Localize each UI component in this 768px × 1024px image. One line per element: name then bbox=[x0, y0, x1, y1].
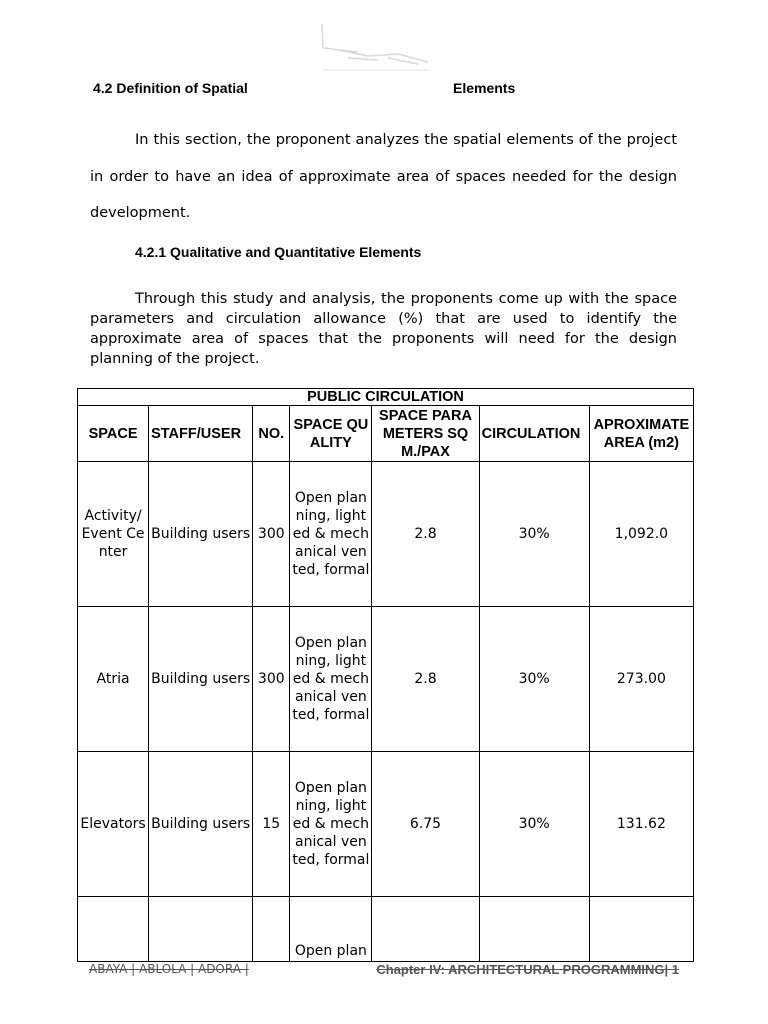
header-no: NO. bbox=[253, 406, 290, 462]
cell-no: 300 bbox=[253, 462, 290, 607]
cell-no: 15 bbox=[253, 752, 290, 897]
table-header-row bbox=[78, 406, 694, 462]
cell-circulation: 30% bbox=[479, 607, 589, 752]
subsection-heading: 4.2.1 Qualitative and Quantitative Elements bbox=[135, 244, 422, 260]
cell-staff: Building users bbox=[149, 462, 253, 607]
table-row bbox=[78, 607, 694, 752]
cell-staff: Building users bbox=[149, 752, 253, 897]
page-footer bbox=[89, 962, 679, 978]
cell-parameter: 6.75 bbox=[372, 752, 479, 897]
header-approximate-area: APROXIMATE AREA (m2) bbox=[589, 406, 693, 462]
cell-space: Elevators bbox=[78, 752, 149, 897]
cell-area: 1,092.0 bbox=[589, 462, 693, 607]
public-circulation-table bbox=[77, 388, 694, 962]
footer-chapter: Chapter IV: ARCHITECTURAL PROGRAMMING| 1 bbox=[376, 962, 679, 977]
cell-area: 273.00 bbox=[589, 607, 693, 752]
table-row bbox=[78, 897, 694, 963]
intro-paragraph: In this section, the proponent analyzes the spatial elements of the project in order to have an idea of approximate area of spaces needed for the design development. bbox=[90, 132, 677, 221]
cell-circulation: 30% bbox=[479, 752, 589, 897]
cell-quality: Open plan bbox=[290, 897, 372, 963]
cell-circulation: 30% bbox=[479, 462, 589, 607]
section-heading-right: Elements bbox=[453, 80, 516, 96]
study-paragraph: Through this study and analysis, the proponents come up with the space parameters and circulation allowance (%) that are used to identify the approximate area of spaces that the proponents will need for the design planning of the project. bbox=[90, 291, 677, 367]
header-circulation: CIRCULATION bbox=[479, 406, 589, 462]
section-heading-left: 4.2 Definition of Spatial bbox=[93, 80, 248, 96]
table-title: PUBLIC CIRCULATION bbox=[78, 389, 694, 406]
header-staff-user: STAFF/USER bbox=[149, 406, 253, 462]
cell-space: Atria bbox=[78, 607, 149, 752]
cell-quality: Open planning, lighted & mechanical vented, formal bbox=[290, 607, 372, 752]
header-space-quality: SPACE QUALITY bbox=[290, 406, 372, 462]
section-heading bbox=[93, 80, 523, 96]
cell-area: 131.62 bbox=[589, 752, 693, 897]
cell-staff bbox=[149, 897, 253, 963]
cell-circulation bbox=[479, 897, 589, 963]
cell-space bbox=[78, 897, 149, 963]
table-row bbox=[78, 462, 694, 607]
table-row bbox=[78, 752, 694, 897]
cell-parameter: 2.8 bbox=[372, 607, 479, 752]
cell-quality: Open planning, lighted & mechanical vented, formal bbox=[290, 462, 372, 607]
cell-no: 300 bbox=[253, 607, 290, 752]
cell-parameter bbox=[372, 897, 479, 963]
cell-no bbox=[253, 897, 290, 963]
header-space: SPACE bbox=[78, 406, 149, 462]
footer-authors: ABAYA | ABLOLA | ADORA | bbox=[89, 962, 249, 976]
header-space-parameters: SPACE PARAMETERS SQM./PAX bbox=[372, 406, 479, 462]
cell-staff: Building users bbox=[149, 607, 253, 752]
cell-parameter: 2.8 bbox=[372, 462, 479, 607]
cell-area bbox=[589, 897, 693, 963]
cell-space: Activity/ Event Center bbox=[78, 462, 149, 607]
cell-quality: Open planning, lighted & mechanical vented, formal bbox=[290, 752, 372, 897]
watermark-logo bbox=[318, 18, 434, 76]
